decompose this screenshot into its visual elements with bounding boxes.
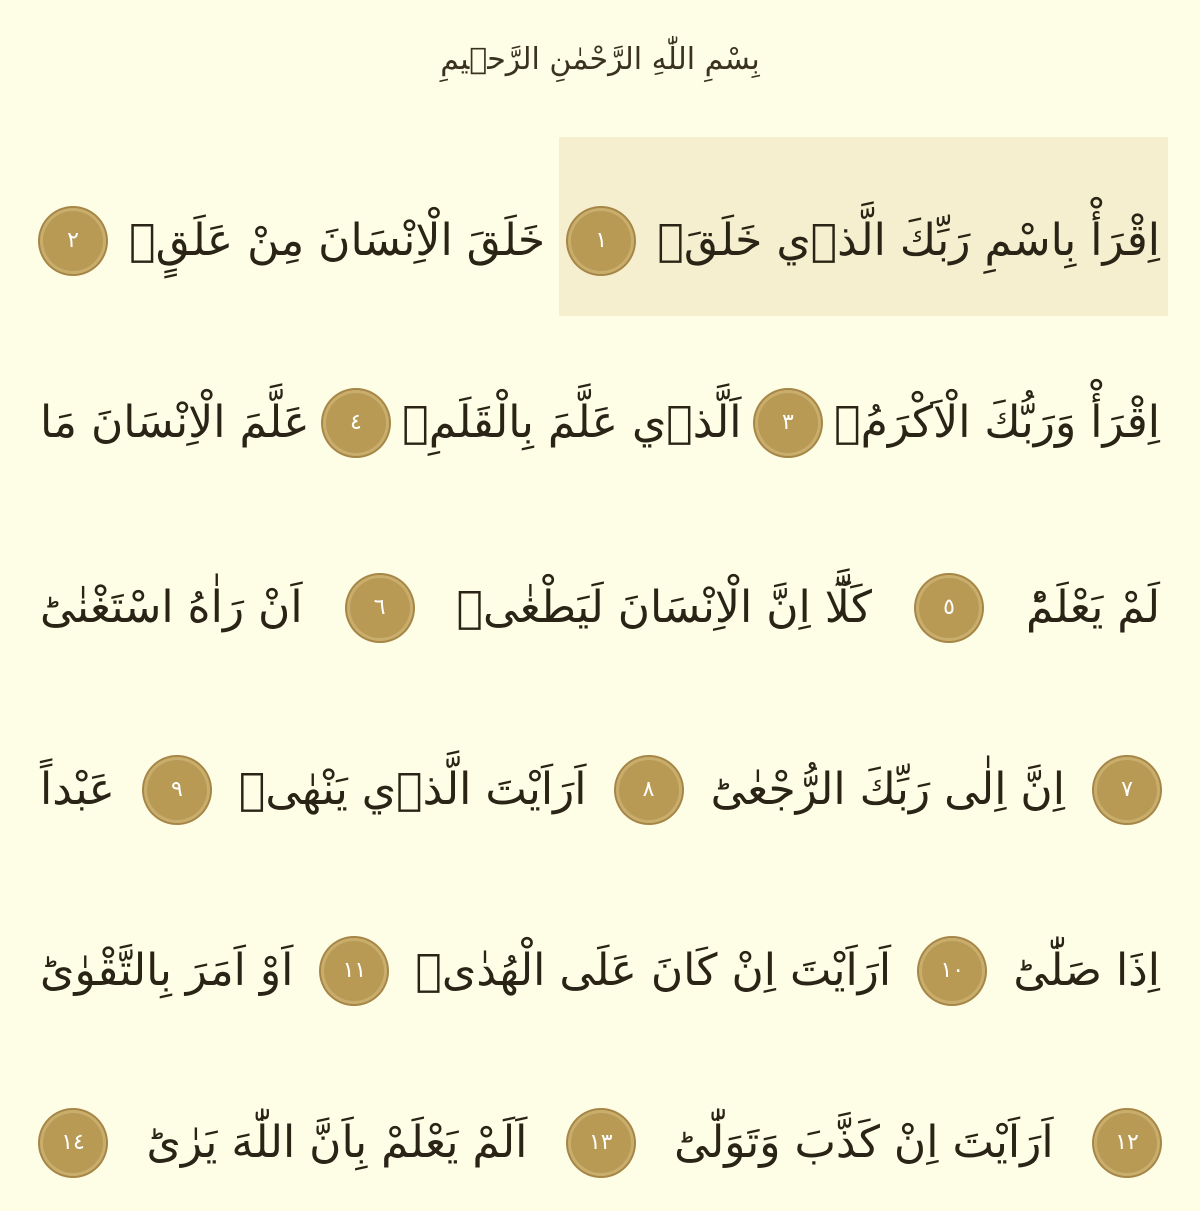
verse-line	[40, 563, 1160, 653]
verse-number-marker[interactable]: ٨	[616, 757, 682, 823]
verse-text[interactable]: اَلَمْ يَعْلَمْ بِاَنَّ اللّٰهَ يَرٰىؕ	[146, 1117, 528, 1168]
verse-number-marker[interactable]: ١٣	[568, 1110, 634, 1176]
verse-text[interactable]: اِنَّ اِلٰى رَبِّكَ الرُّجْعٰىؕ	[710, 764, 1065, 815]
verse-text[interactable]: عَلَّمَ الْاِنْسَانَ مَا	[40, 397, 310, 448]
verse-text[interactable]: خَلَقَ الْاِنْسَانَ مِنْ عَلَقٍۚ	[129, 215, 546, 266]
verse-line	[40, 745, 1160, 835]
verse-number-marker[interactable]: ٤	[323, 390, 389, 456]
verse-text[interactable]: اَرَاَيْتَ اِنْ كَذَّبَ وَتَوَلّٰىؕ	[674, 1117, 1054, 1168]
verse-number-marker[interactable]: ٧	[1094, 757, 1160, 823]
verse-text[interactable]: اِقْرَأْ بِاسْمِ رَبِّكَ الَّذ۪ي خَلَقَۚ	[657, 215, 1160, 266]
verse-text[interactable]: اِقْرَأْ وَرَبُّكَ الْاَكْرَمُۙ	[834, 397, 1160, 448]
verse-text[interactable]: اِذَا صَلّٰىؕ	[1013, 945, 1160, 996]
verse-text[interactable]: كَلَّٓا اِنَّ الْاِنْسَانَ لَيَطْغٰىۙ	[456, 582, 872, 633]
verse-number-marker[interactable]: ١٤	[40, 1110, 106, 1176]
verse-line	[40, 378, 1160, 468]
basmala-heading: بِسْمِ اللّٰهِ الرَّحْمٰنِ الرَّح۪يمِ	[440, 42, 760, 77]
verse-text[interactable]: لَمْ يَعْلَمْؕ	[1026, 582, 1160, 633]
verse-text[interactable]: اَوْ اَمَرَ بِالتَّقْوٰىؕ	[40, 945, 294, 996]
verse-number-marker[interactable]: ٢	[40, 208, 106, 274]
verse-text[interactable]: عَبْداً	[40, 764, 115, 815]
verse-number-marker[interactable]: ٥	[916, 575, 982, 641]
verse-number-marker[interactable]: ٣	[755, 390, 821, 456]
verse-line	[40, 926, 1160, 1016]
verse-number-marker[interactable]: ٦	[347, 575, 413, 641]
verse-text[interactable]: اَلَّذ۪ي عَلَّمَ بِالْقَلَمِۙ	[402, 397, 742, 448]
verse-text[interactable]: اَرَاَيْتَ الَّذ۪ي يَنْهٰىۙ	[238, 764, 587, 815]
verse-line	[40, 1098, 1160, 1188]
verse-number-marker[interactable]: ٩	[144, 757, 210, 823]
verse-number-marker[interactable]: ١١	[321, 938, 387, 1004]
verse-line	[40, 196, 1160, 286]
verse-number-marker[interactable]: ١٢	[1094, 1110, 1160, 1176]
verse-number-marker[interactable]: ١	[568, 208, 634, 274]
verse-text[interactable]: اَنْ رَاٰهُ اسْتَغْنٰىؕ	[40, 582, 303, 633]
verse-text[interactable]: اَرَاَيْتَ اِنْ كَانَ عَلَى الْهُدٰىۙ	[415, 945, 892, 996]
verse-number-marker[interactable]: ١٠	[919, 938, 985, 1004]
